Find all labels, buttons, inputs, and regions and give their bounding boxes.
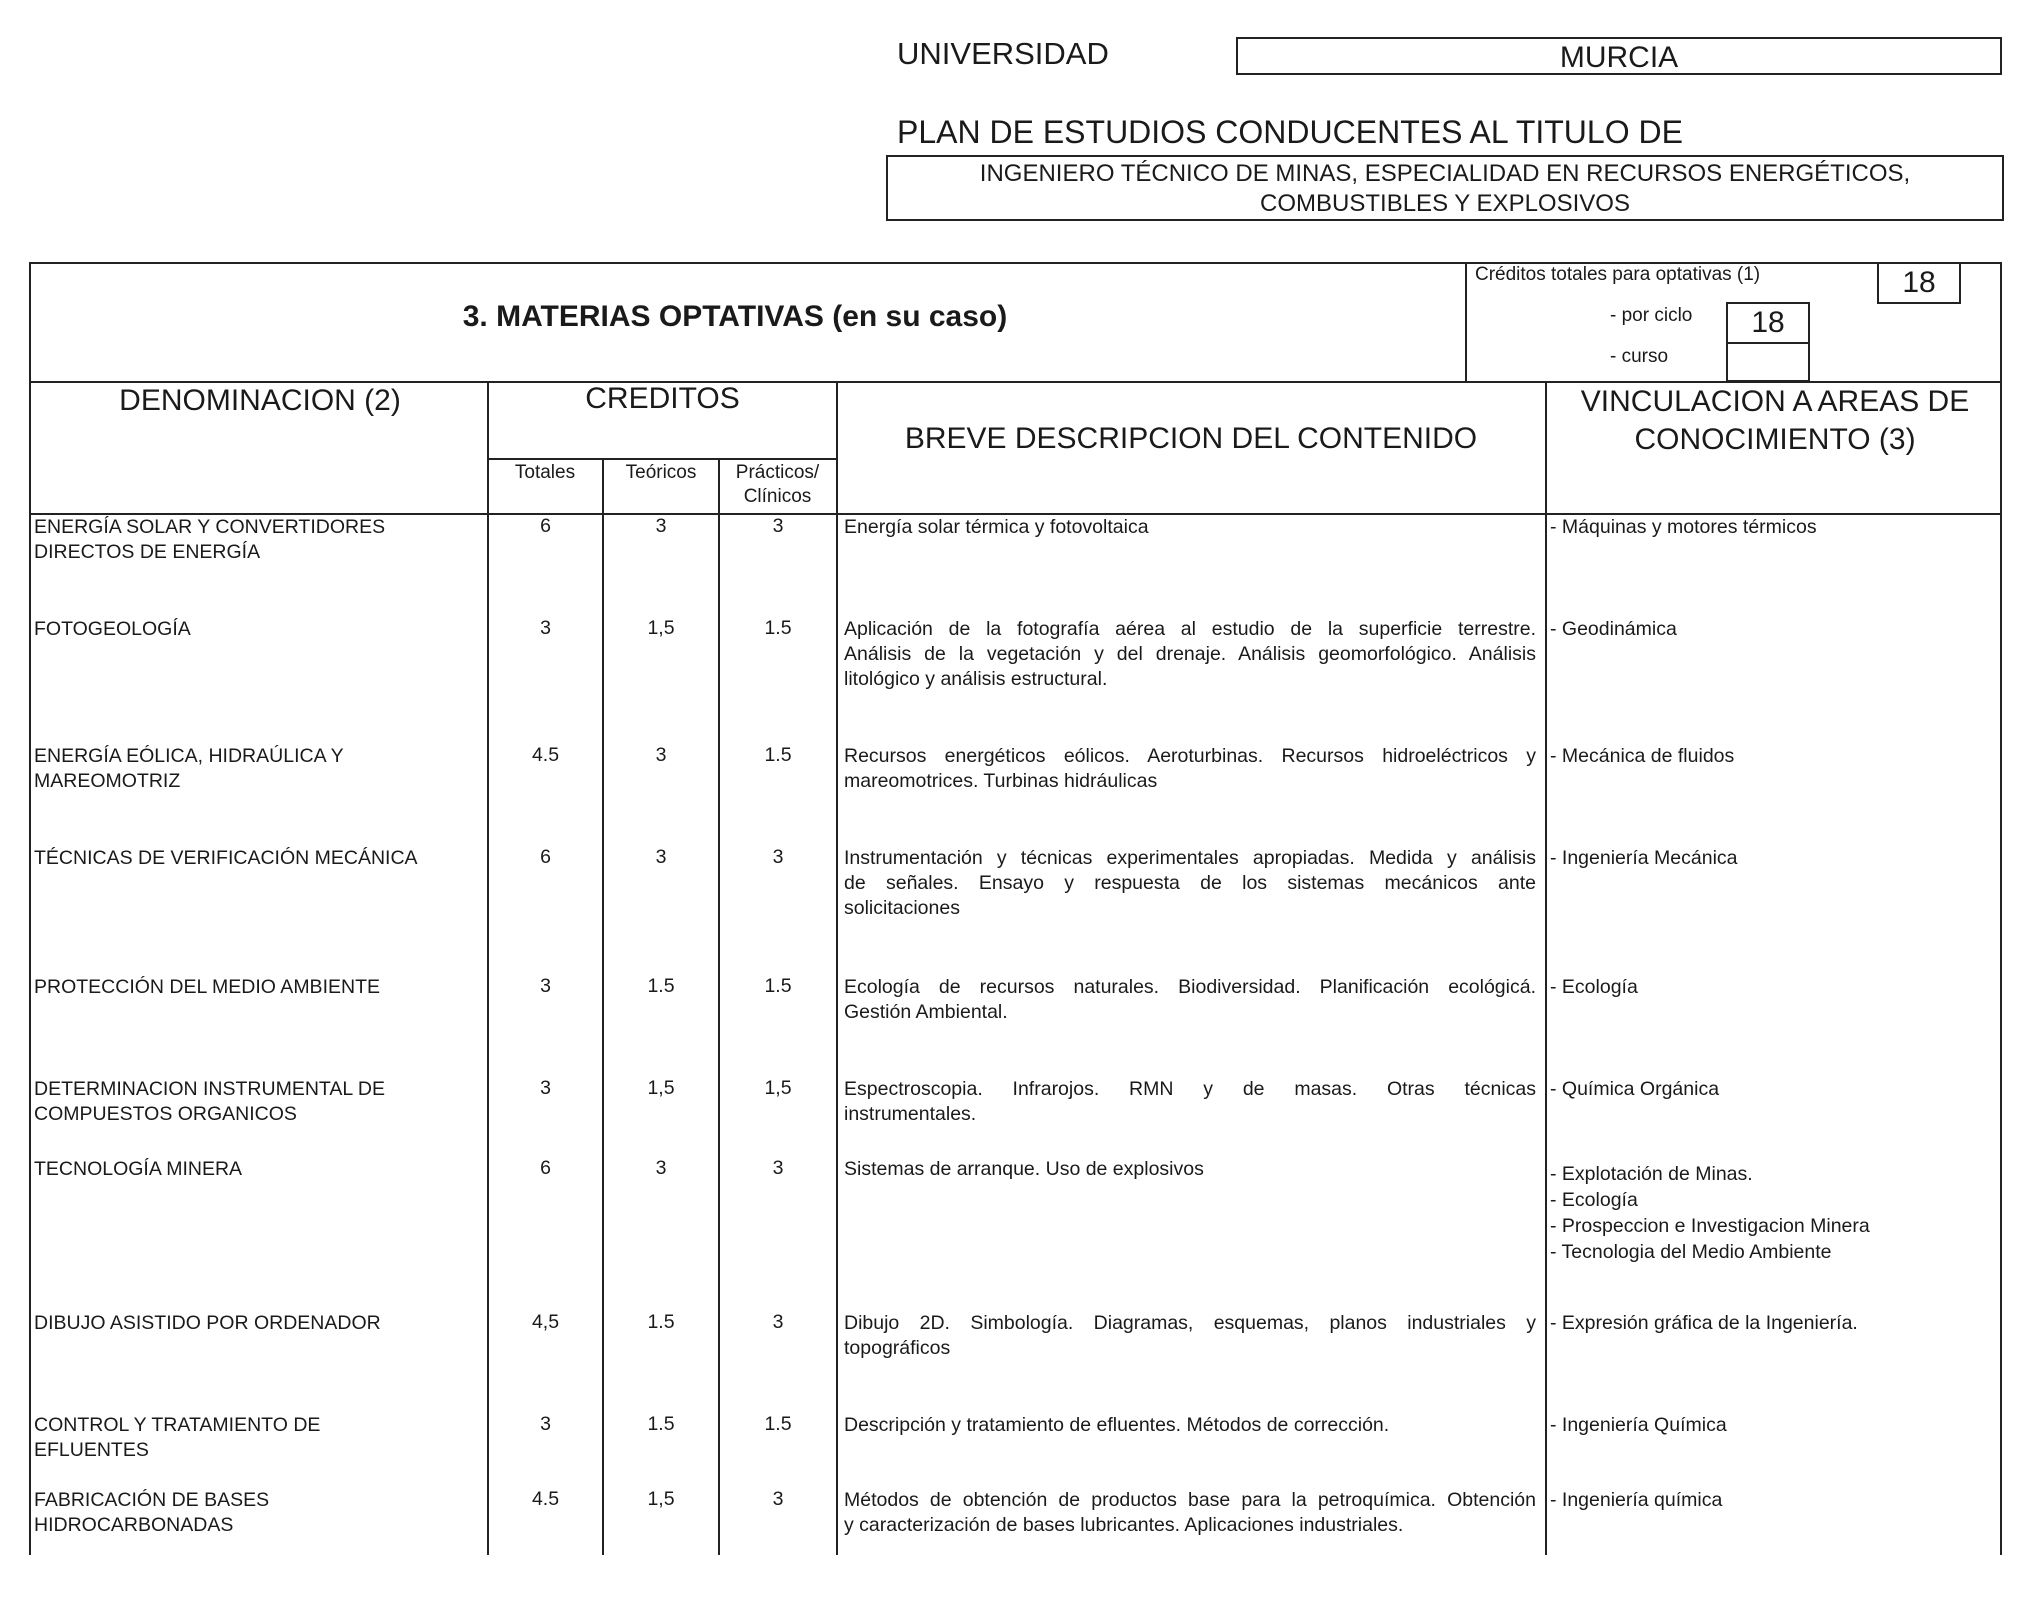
col-rule-1 [487, 381, 489, 1555]
row-descripcion-line-1: Sistemas de arranque. Uso de explosivos [844, 1158, 1204, 1180]
row-totales: 3 [540, 975, 551, 997]
row-descripcion-line-2: instrumentales. [844, 1103, 977, 1125]
col-rule-5 [1545, 381, 1547, 1555]
header-practicos-line-2: Clínicos [743, 486, 812, 507]
row-descripcion-line-3: solicitaciones [844, 897, 960, 919]
row-practicos: 1.5 [764, 744, 792, 766]
row-denominacion-line-2: MAREOMOTRIZ [34, 770, 181, 792]
row-teoricos: 3 [655, 744, 667, 766]
universidad-label: UNIVERSIDAD [897, 36, 1109, 71]
row-descripcion-line-1: Descripción y tratamiento de efluentes. Métodos de corrección. [844, 1414, 1390, 1436]
row-descripcion-line-3: litológico y análisis estructural. [844, 668, 1108, 690]
row-denominacion-line-1: ENERGÍA SOLAR Y CONVERTIDORES [34, 516, 386, 538]
rule-creditos [488, 458, 838, 460]
row-descripcion-line-1: Dibujo 2D. Simbología. Diagramas, esquemas, planos industriales y [844, 1312, 1536, 1334]
row-teoricos: 1,5 [647, 1488, 675, 1510]
row-area-line-3: - Prospeccion e Investigacion Minera [1550, 1215, 1870, 1237]
header-practicos [720, 461, 835, 509]
row-totales: 6 [540, 515, 551, 537]
row-totales: 3 [540, 1077, 551, 1099]
col-rule-4 [836, 381, 838, 1555]
row-teoricos: 1,5 [647, 617, 675, 639]
row-area-line-1: - Geodinámica [1550, 618, 1677, 640]
por-ciclo-label: - por ciclo [1610, 305, 1693, 326]
row-area-line-1: - Química Orgánica [1550, 1078, 1720, 1100]
row-teoricos: 1.5 [647, 1311, 675, 1333]
row-totales: 4.5 [531, 1488, 560, 1510]
row-area-line-4: - Tecnologia del Medio Ambiente [1550, 1241, 1832, 1263]
row-area-line-1: - Explotación de Minas. [1550, 1163, 1753, 1185]
row-totales: 6 [540, 846, 551, 868]
creditos-totales-value: 18 [1877, 262, 1961, 304]
row-teoricos: 1.5 [647, 975, 675, 997]
row-descripcion-line-1: Aplicación de la fotografía aérea al estudio de la superficie terrestre. [844, 618, 1536, 640]
divider [1465, 262, 1467, 382]
row-denominacion-line-1: FABRICACIÓN DE BASES [34, 1489, 270, 1511]
row-descripcion-line-2: topográficos [844, 1337, 951, 1359]
row-totales: 3 [540, 617, 551, 639]
header-creditos: CREDITOS [585, 382, 740, 415]
row-denominacion-line-2: EFLUENTES [34, 1439, 149, 1461]
row-totales: 3 [540, 1413, 551, 1435]
row-descripcion-line-2: Gestión Ambiental. [844, 1001, 1008, 1023]
row-area-line-1: - Ecología [1550, 976, 1638, 998]
row-descripcion-line-2: mareomotrices. Turbinas hidráulicas [844, 770, 1158, 792]
curso-label: - curso [1610, 346, 1669, 367]
row-practicos: 1,5 [764, 1077, 792, 1099]
universidad-value: MURCIA [1236, 37, 2002, 75]
header-practicos-line-1: Prácticos/ [735, 462, 820, 483]
titulo-line-1: INGENIERO TÉCNICO DE MINAS, ESPECIALIDAD EN RECURSOS ENERGÉTICOS, [979, 160, 1911, 187]
row-descripcion-line-1: Instrumentación y técnicas experimentales apropiadas. Medida y análisis [844, 847, 1536, 869]
row-denominacion-line-1: TECNOLOGÍA MINERA [34, 1158, 243, 1180]
row-descripcion-line-1: Espectroscopia. Infrarojos. RMN y de masas. Otras técnicas [844, 1078, 1536, 1100]
section-title: 3. MATERIAS OPTATIVAS (en su caso) [462, 300, 1008, 333]
row-practicos: 3 [772, 846, 784, 868]
row-practicos: 3 [772, 1157, 784, 1179]
row-denominacion-line-1: ENERGÍA EÓLICA, HIDRAÚLICA Y [34, 745, 344, 767]
row-teoricos: 3 [655, 1157, 667, 1179]
header-vinculacion [1550, 383, 2000, 459]
row-descripcion-line-2: y caracterización de bases lubricantes. Aplicaciones industriales. [844, 1514, 1404, 1536]
row-denominacion-line-1: CONTROL Y TRATAMIENTO DE [34, 1414, 321, 1436]
row-area-line-1: - Máquinas y motores térmicos [1550, 516, 1817, 538]
row-practicos: 3 [772, 515, 784, 537]
row-descripcion-line-1: Energía solar térmica y fotovoltaica [844, 516, 1149, 538]
row-area-line-1: - Mecánica de fluidos [1550, 745, 1735, 767]
row-practicos: 3 [772, 1488, 784, 1510]
row-practicos: 1.5 [764, 1413, 792, 1435]
header-vinculacion-line-1: VINCULACION A AREAS DE [1580, 385, 1970, 418]
row-denominacion-line-1: PROTECCIÓN DEL MEDIO AMBIENTE [34, 976, 380, 998]
por-ciclo-value: 18 [1726, 302, 1810, 344]
creditos-totales-label: Créditos totales para optativas (1) [1475, 264, 1761, 285]
row-descripcion-line-2: Análisis de la vegetación y del drenaje. Análisis geomorfológico. Análisis [844, 643, 1536, 665]
row-denominacion-line-1: DIBUJO ASISTIDO POR ORDENADOR [34, 1312, 381, 1334]
row-descripcion-line-1: Métodos de obtención de productos base para la petroquímica. Obtención [844, 1489, 1536, 1511]
titulo-line-2: COMBUSTIBLES Y EXPLOSIVOS [1260, 190, 1630, 217]
row-denominacion-line-1: TÉCNICAS DE VERIFICACIÓN MECÁNICA [34, 847, 418, 869]
row-area-line-1: - Ingeniería Mecánica [1550, 847, 1738, 869]
row-area-line-1: - Ingeniería Química [1550, 1414, 1727, 1436]
row-denominacion-line-2: HIDROCARBONADAS [34, 1514, 234, 1536]
row-teoricos: 1.5 [647, 1413, 675, 1435]
row-practicos: 1.5 [764, 617, 792, 639]
header-teoricos: Teóricos [625, 462, 697, 483]
header-descripcion: BREVE DESCRIPCION DEL CONTENIDO [904, 422, 1478, 455]
row-totales: 6 [540, 1157, 551, 1179]
row-totales: 4.5 [531, 744, 560, 766]
row-denominacion-line-1: DETERMINACION INSTRUMENTAL DE [34, 1078, 386, 1100]
header-vinculacion-line-2: CONOCIMIENTO (3) [1634, 423, 1916, 456]
plan-label: PLAN DE ESTUDIOS CONDUCENTES AL TITULO DE [897, 114, 1683, 150]
row-teoricos: 3 [655, 515, 667, 537]
row-area-line-2: - Ecología [1550, 1189, 1638, 1211]
row-practicos: 3 [772, 1311, 784, 1333]
row-teoricos: 1,5 [647, 1077, 675, 1099]
row-area-line-1: - Expresión gráfica de la Ingeniería. [1550, 1312, 1858, 1334]
header-denominacion: DENOMINACION (2) [119, 384, 401, 417]
row-area-line-1: - Ingeniería química [1550, 1489, 1723, 1511]
row-totales: 4,5 [531, 1311, 560, 1333]
row-practicos: 1.5 [764, 975, 792, 997]
row-denominacion-line-2: COMPUESTOS ORGANICOS [34, 1103, 297, 1125]
row-teoricos: 3 [655, 846, 667, 868]
header-totales: Totales [514, 462, 576, 483]
row-descripcion-line-2: de señales. Ensayo y respuesta de los sistemas mecánicos ante [844, 872, 1536, 894]
row-denominacion-line-2: DIRECTOS DE ENERGÍA [34, 541, 261, 563]
row-descripcion-line-1: Ecología de recursos naturales. Biodiversidad. Planificación ecológicá. [844, 976, 1536, 998]
curso-value [1726, 342, 1810, 382]
row-denominacion-line-1: FOTOGEOLOGÍA [34, 618, 191, 640]
titulo-box [886, 155, 2004, 221]
row-descripcion-line-1: Recursos energéticos eólicos. Aeroturbinas. Recursos hidroeléctricos y [844, 745, 1536, 767]
